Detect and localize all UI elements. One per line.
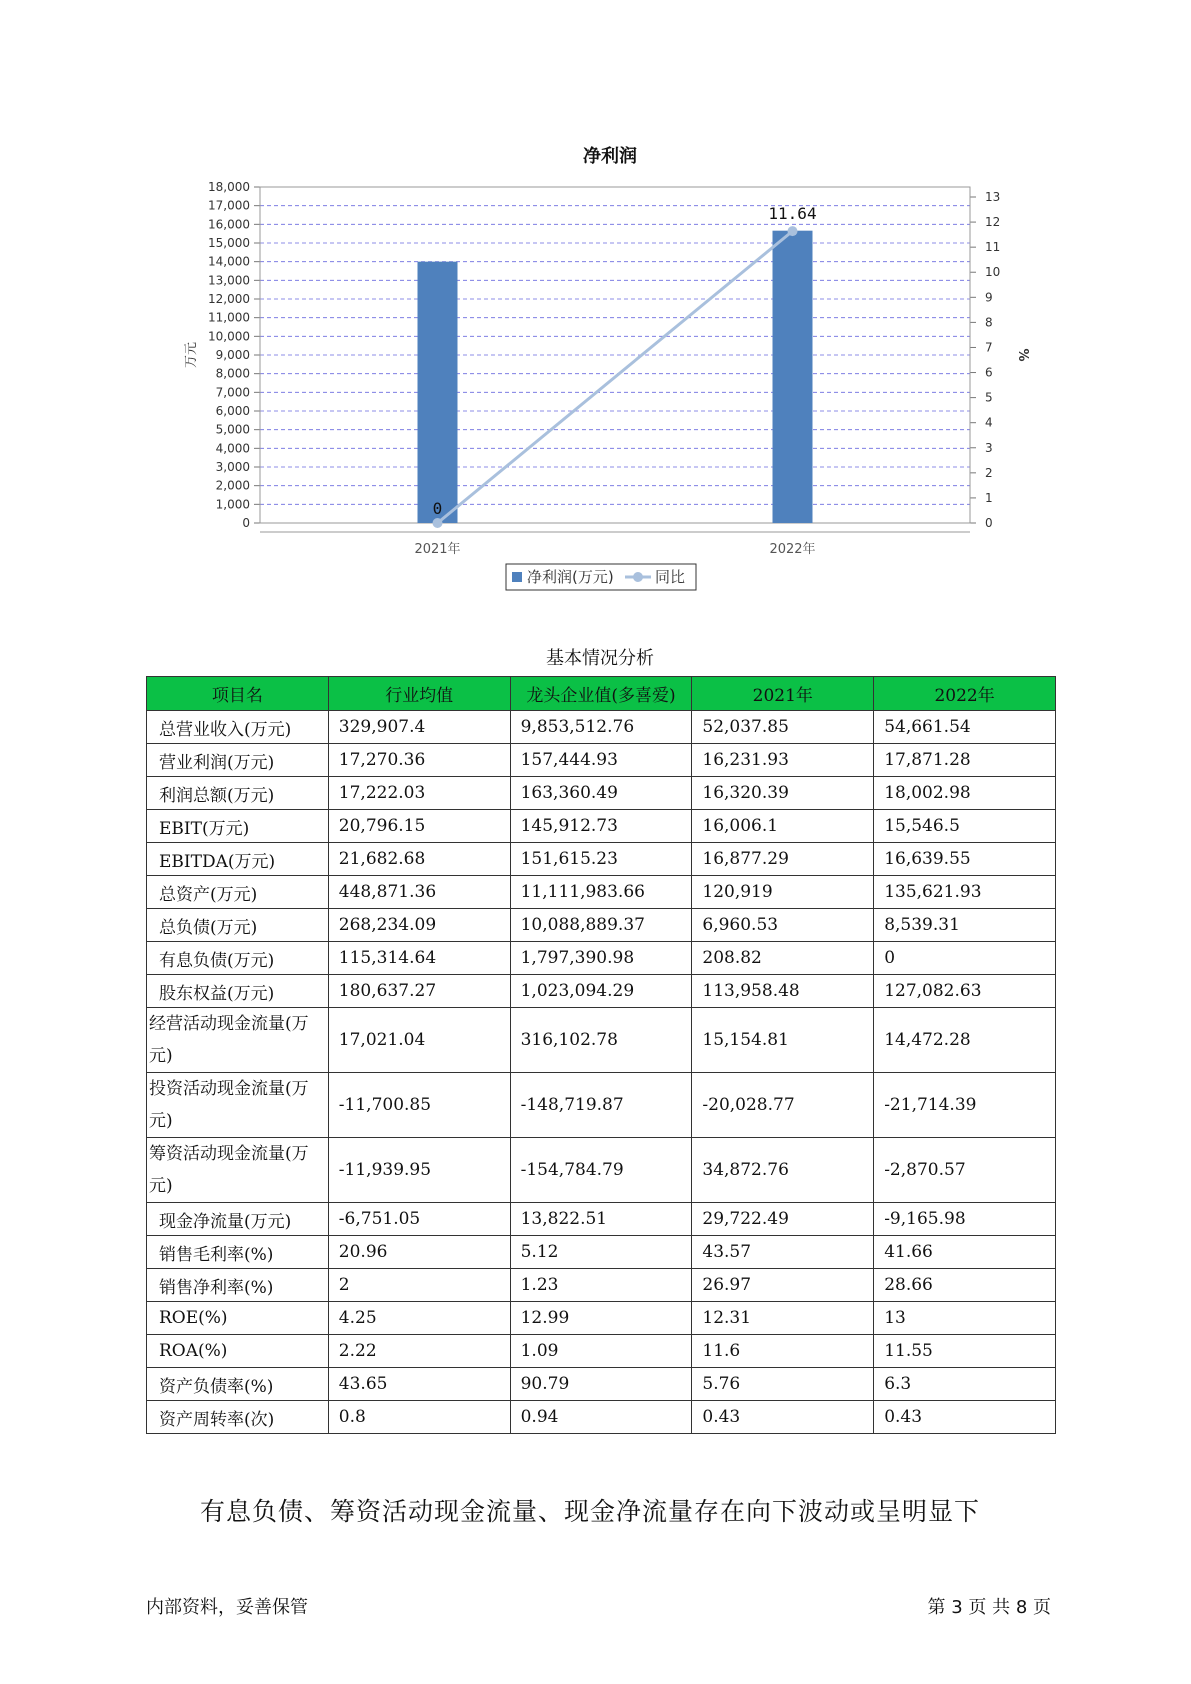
summary-text: 有息负债、筹资活动现金流量、现金净流量存在向下波动或呈明显下 (200, 1497, 981, 1526)
value-cell: 18,002.98 (874, 777, 1056, 810)
y-tick-label: 14,000 (208, 254, 250, 269)
value-cell: 21,682.68 (328, 843, 510, 876)
y-tick-label: 3,000 (215, 460, 250, 474)
value-cell: 113,958.48 (692, 975, 874, 1008)
value-cell: 6.3 (874, 1368, 1056, 1401)
yoy-line (438, 231, 793, 523)
y2-tick-label: 7 (985, 340, 993, 355)
legend-line-marker (633, 572, 643, 582)
value-cell: 151,615.23 (510, 843, 692, 876)
y2-tick-label: 13 (985, 190, 1001, 204)
value-cell: 268,234.09 (328, 909, 510, 942)
value-cell: 29,722.49 (692, 1203, 874, 1236)
value-cell: 120,919 (692, 876, 874, 909)
value-cell: -11,939.95 (328, 1138, 510, 1203)
header-2021: 2021年 (692, 677, 874, 711)
value-cell: 6,960.53 (692, 909, 874, 942)
value-cell: -2,870.57 (874, 1138, 1056, 1203)
y-tick-label: 18,000 (208, 180, 250, 194)
table-row (147, 975, 1056, 1008)
table-row (147, 843, 1056, 876)
footer-page-number: 第 3 页 共 8 页 (927, 1597, 1051, 1618)
y2-tick-label: 0 (985, 516, 993, 530)
value-cell: 1.09 (510, 1335, 692, 1368)
value-cell: 11.55 (874, 1335, 1056, 1368)
table-row (147, 810, 1056, 843)
value-cell: 11.6 (692, 1335, 874, 1368)
row-label-cell: 经营活动现金流量(万元) (147, 1008, 329, 1073)
value-cell: 16,877.29 (692, 843, 874, 876)
value-cell: 163,360.49 (510, 777, 692, 810)
value-cell: 43.57 (692, 1236, 874, 1269)
y-tick-label: 9,000 (215, 348, 250, 362)
footer-confidential: 内部资料，妥善保管 (146, 1597, 308, 1618)
table-caption: 基本情况分析 (546, 648, 654, 669)
table-body (147, 711, 1056, 1434)
y2-tick-label: 8 (985, 315, 993, 330)
value-cell: 12.99 (510, 1302, 692, 1335)
value-cell: 1,797,390.98 (510, 942, 692, 975)
row-label-cell: 资产负债率(%) (147, 1368, 329, 1401)
row-label-cell: 总资产(万元) (147, 876, 329, 909)
table-row (147, 1401, 1056, 1434)
value-cell: -6,751.05 (328, 1203, 510, 1236)
row-label-cell: 利润总额(万元) (147, 777, 329, 810)
value-cell: 17,270.36 (328, 744, 510, 777)
value-cell: 127,082.63 (874, 975, 1056, 1008)
legend-bar-swatch (512, 572, 522, 582)
legend-line-label: 同比 (655, 568, 686, 586)
row-label-cell: ROA(%) (147, 1335, 329, 1368)
table-row (147, 909, 1056, 942)
y2-tick-label: 2 (985, 465, 993, 480)
value-cell: 13 (874, 1302, 1056, 1335)
value-cell: 54,661.54 (874, 711, 1056, 744)
y-axis-title: 万元 (184, 341, 199, 369)
row-label-cell: 总营业收入(万元) (147, 711, 329, 744)
table-row (147, 744, 1056, 777)
table-row (147, 1269, 1056, 1302)
table-row (147, 1368, 1056, 1401)
y2-tick-label: 6 (985, 365, 993, 380)
value-cell: -11,700.85 (328, 1073, 510, 1138)
y-tick-label: 2,000 (215, 478, 250, 493)
yoy-point (788, 226, 798, 236)
net-profit-chart (0, 0, 1191, 600)
yoy-point (433, 518, 443, 528)
value-cell: 17,871.28 (874, 744, 1056, 777)
y-tick-label: 11,000 (208, 310, 250, 325)
y-tick-label: 10,000 (208, 329, 250, 344)
value-cell: 1,023,094.29 (510, 975, 692, 1008)
chart-title: 净利润 (583, 146, 637, 167)
y-tick-label: 1,000 (215, 497, 250, 512)
row-label-cell: EBITDA(万元) (147, 843, 329, 876)
basic-analysis-table (146, 676, 1056, 1434)
y-tick-label: 13,000 (208, 273, 250, 288)
value-cell: 16,320.39 (692, 777, 874, 810)
value-cell: 180,637.27 (328, 975, 510, 1008)
y-tick-label: 12,000 (208, 292, 250, 306)
table-row (147, 711, 1056, 744)
y2-tick-label: 9 (985, 290, 993, 305)
y2-tick-label: 5 (985, 390, 993, 405)
y2-tick-label: 10 (985, 265, 1001, 280)
value-cell: 157,444.93 (510, 744, 692, 777)
value-cell: 34,872.76 (692, 1138, 874, 1203)
table-row (147, 777, 1056, 810)
value-cell: 20.96 (328, 1236, 510, 1269)
row-label-cell: 投资活动现金流量(万元) (147, 1073, 329, 1138)
table-header-row (147, 677, 1056, 711)
row-label-cell: 筹资活动现金流量(万元) (147, 1138, 329, 1203)
table-row (147, 1203, 1056, 1236)
value-cell: 115,314.64 (328, 942, 510, 975)
table-row (147, 1008, 1056, 1073)
value-cell: 5.76 (692, 1368, 874, 1401)
value-cell: 20,796.15 (328, 810, 510, 843)
value-cell: 448,871.36 (328, 876, 510, 909)
y2-tick-label: 12 (985, 215, 1001, 230)
value-cell: 8,539.31 (874, 909, 1056, 942)
row-label-cell: 现金净流量(万元) (147, 1203, 329, 1236)
value-cell: 10,088,889.37 (510, 909, 692, 942)
row-label-cell: 销售毛利率(%) (147, 1236, 329, 1269)
row-label-cell: EBIT(万元) (147, 810, 329, 843)
value-cell: 2 (328, 1269, 510, 1302)
yoy-data-label: 0 (432, 499, 443, 518)
row-label-cell: 股东权益(万元) (147, 975, 329, 1008)
row-label-cell: ROE(%) (147, 1302, 329, 1335)
value-cell: 17,222.03 (328, 777, 510, 810)
value-cell: 17,021.04 (328, 1008, 510, 1073)
value-cell: 0.8 (328, 1401, 510, 1434)
value-cell: -148,719.87 (510, 1073, 692, 1138)
value-cell: 16,231.93 (692, 744, 874, 777)
legend-bar-label: 净利润(万元) (527, 568, 614, 586)
y2-axis-title: % (1015, 348, 1030, 362)
y-tick-label: 7,000 (215, 385, 250, 400)
yoy-data-label: 11.64 (768, 204, 817, 224)
row-label-cell: 资产周转率(次) (147, 1401, 329, 1434)
row-label-cell: 总负债(万元) (147, 909, 329, 942)
y-tick-label: 0 (242, 516, 250, 530)
value-cell: 4.25 (328, 1302, 510, 1335)
table-row (147, 1302, 1056, 1335)
value-cell: -154,784.79 (510, 1138, 692, 1203)
value-cell: 0 (874, 942, 1056, 975)
value-cell: 13,822.51 (510, 1203, 692, 1236)
value-cell: 0.43 (692, 1401, 874, 1434)
value-cell: 5.12 (510, 1236, 692, 1269)
x-tick-label: 2022年 (769, 542, 816, 557)
value-cell: 90.79 (510, 1368, 692, 1401)
value-cell: 208.82 (692, 942, 874, 975)
value-cell: -9,165.98 (874, 1203, 1056, 1236)
value-cell: 2.22 (328, 1335, 510, 1368)
value-cell: 135,621.93 (874, 876, 1056, 909)
y2-tick-label: 4 (985, 415, 993, 430)
value-cell: 145,912.73 (510, 810, 692, 843)
value-cell: 41.66 (874, 1236, 1056, 1269)
value-cell: 12.31 (692, 1302, 874, 1335)
value-cell: 52,037.85 (692, 711, 874, 744)
y2-tick-label: 3 (985, 440, 993, 455)
row-label-cell: 有息负债(万元) (147, 942, 329, 975)
bar-2022年 (773, 231, 813, 523)
y-tick-label: 5,000 (215, 422, 250, 437)
value-cell: 9,853,512.76 (510, 711, 692, 744)
x-tick-label: 2021年 (414, 542, 461, 557)
bar-2021年 (418, 262, 458, 523)
value-cell: 329,907.4 (328, 711, 510, 744)
value-cell: 16,639.55 (874, 843, 1056, 876)
value-cell: 16,006.1 (692, 810, 874, 843)
y-tick-label: 6,000 (215, 404, 250, 418)
header-leader-value: 龙头企业值(多喜爱) (510, 677, 692, 711)
value-cell: 11,111,983.66 (510, 876, 692, 909)
y-tick-label: 17,000 (208, 198, 250, 213)
row-label-cell: 销售净利率(%) (147, 1269, 329, 1302)
table-row (147, 1073, 1056, 1138)
row-label-cell: 营业利润(万元) (147, 744, 329, 777)
value-cell: 1.23 (510, 1269, 692, 1302)
value-cell: 0.43 (874, 1401, 1056, 1434)
value-cell: 43.65 (328, 1368, 510, 1401)
table-row (147, 1335, 1056, 1368)
header-industry-avg: 行业均值 (328, 677, 510, 711)
value-cell: 28.66 (874, 1269, 1056, 1302)
y-tick-label: 4,000 (215, 441, 250, 456)
y-tick-label: 15,000 (208, 236, 250, 250)
value-cell: 15,154.81 (692, 1008, 874, 1073)
table-row (147, 1236, 1056, 1269)
y2-tick-label: 1 (985, 490, 993, 505)
header-item-name: 项目名 (147, 677, 329, 711)
y-tick-label: 8,000 (215, 366, 250, 381)
value-cell: -21,714.39 (874, 1073, 1056, 1138)
y2-tick-label: 11 (985, 240, 1001, 255)
value-cell: 15,546.5 (874, 810, 1056, 843)
value-cell: 316,102.78 (510, 1008, 692, 1073)
table-row (147, 876, 1056, 909)
value-cell: 26.97 (692, 1269, 874, 1302)
value-cell: 14,472.28 (874, 1008, 1056, 1073)
value-cell: -20,028.77 (692, 1073, 874, 1138)
table-row (147, 942, 1056, 975)
value-cell: 0.94 (510, 1401, 692, 1434)
header-2022: 2022年 (874, 677, 1056, 711)
table-row (147, 1138, 1056, 1203)
y-tick-label: 16,000 (208, 217, 250, 232)
